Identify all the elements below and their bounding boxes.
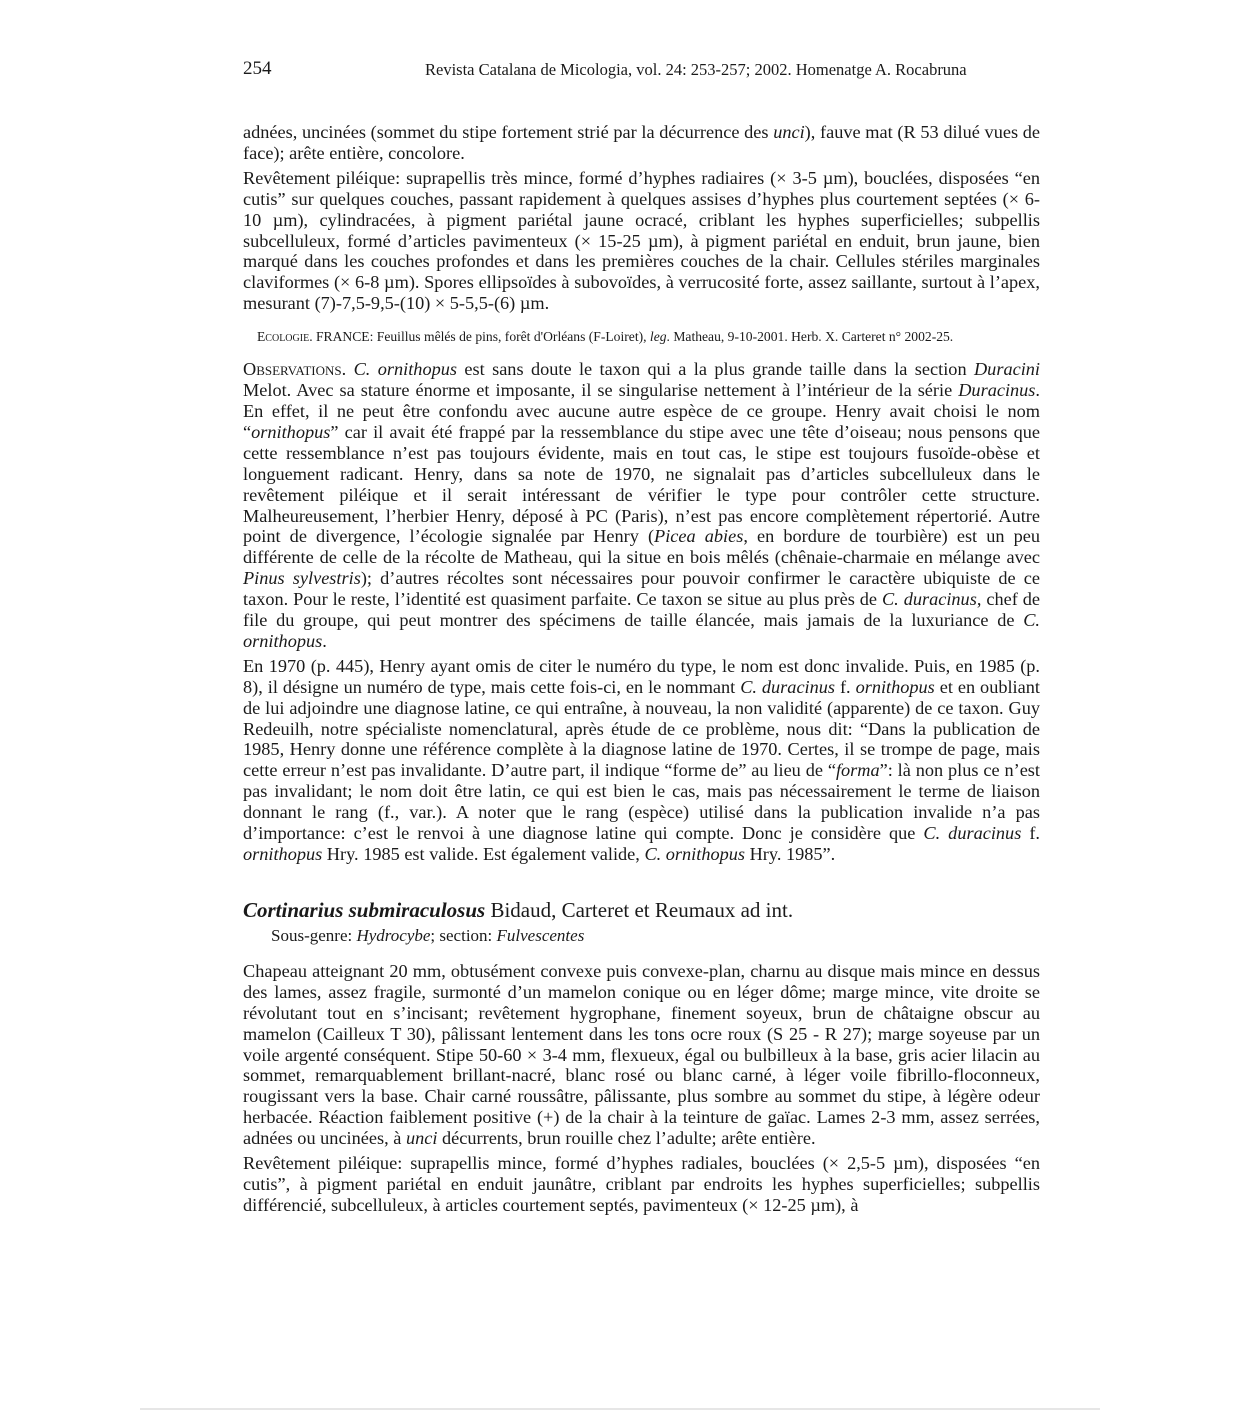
observations-label: Observations xyxy=(243,359,342,380)
species-heading xyxy=(243,897,1040,923)
species-name: Cortinarius submiraculosus xyxy=(243,897,486,922)
scan-edge-line xyxy=(140,1408,1100,1410)
description-paragraph: Chapeau atteignant 20 mm, obtusément convexe puis convexe-plan, charnu au disque mais mince en dessus des lames, assez fragile, surmonté d’un mamelon conique ou en léger dôme; marge mince, vite droite se révolutant tout en s’incisant; revêtement hygrophane, finement soyeux, brun de châtaigne obscur au mamelon (Cailleux T 30), pâlissant lentement dans les tons ocre roux (S 25 - R 27); marge soyeuse par un voile argenté conséquent. Stipe 50-60 × 3-4 mm, flexueux, égal ou bulbilleux à la base, gris acier lilacin au sommet, remarquablement brillant-nacré, blanc rosé ou blanc carné, à léger voile fibrillo-floconneux, rougissant vers la base. Chair carné roussâtre, pâlissante, plus sombre au sommet du stipe, à légère odeur herbacée. Réaction faiblement positive (+) de la chair à la teinture de gaïac. Lames 2-3 mm, assez serrées, adnées ou uncinées, à unci décurrents, brun rouille chez l’adulte; arête entière. xyxy=(243,960,1040,1149)
article-body xyxy=(243,122,1040,1216)
species-authors: Bidaud, Carteret et Reumaux ad int. xyxy=(485,897,794,922)
observations-paragraph: Observations. C. ornithopus est sans doute le taxon qui a la plus grande taille dans la section Duracini Melot. Avec sa stature énorme et imposante, il se singularise nettement à l’intérieur de la série Duracinus. En effet, il ne peut être confondu avec aucune autre espèce de ce groupe. Henry avait choisi le nom “ornithopus” car il avait été frappé par la ressemblance du stipe avec une tête d’oiseau; nous pensons que cette ressemblance n’est pas toujours évidente, mais en tout cas, le stipe est toujours fusoïde-obèse et longuement radicant. Henry, dans sa note de 1970, ne signalait pas d’articles subcelluleux dans le revêtement piléique et il serait intéressant de vérifier le type pour contrôler cette structure. Malheureusement, l’herbier Henry, déposé à PC (Paris), n’est pas encore complètement répertorié. Autre point de divergence, l’écologie signalée par Henry (Picea abies, en bordure de tourbière) est un peu différente de celle de la récolte de Matheau, qui la situe en bois mêlés (chênaie-charmaie en mélange avec Pinus sylvestris); d’autres récoltes sont nécessaires pour pouvoir confirmer le caractère ubiquiste de ce taxon. Pour le reste, l’identité est quasiment parfaite. Ce taxon se situe au plus près de C. duracinus, chef de file du groupe, qui peut montrer des spécimens de taille élancée, mais jamais de la luxuriance de C. ornithopus. xyxy=(243,359,1040,651)
ecology-note: Ecologie. FRANCE: Feuillus mêlés de pins, forêt d'Orléans (F-Loiret), leg. Matheau, 9-10-2001. Herb. X. Carteret n° 2002-25. xyxy=(257,329,954,345)
paragraph-gills: adnées, uncinées (sommet du stipe fortement strié par la décurrence des unci), fauve mat (R 53 dilué vues de face); arête entière, concolore. xyxy=(243,122,1041,163)
subgenus-line: Sous-genre: Hydrocybe; section: Fulvescentes xyxy=(271,925,585,945)
pileipellis-paragraph-2: Revêtement piléique: suprapellis mince, formé d’hyphes radiales, bouclées (× 2,5-5 µm), disposées “en cutis”, à pigment pariétal en enduit jaunâtre, criblant par endroits les hyphes superficielles; subpellis différencié, subcelluleux, à articles courtement septés, pavimenteux (× 12-25 µm), à xyxy=(243,1153,1040,1215)
paragraph-pileipellis: Revêtement piléique: suprapellis très mince, formé d’hyphes radiaires (× 3-5 µm), bouclées, disposées “en cutis” sur quelques couches, passant rapidement à quelques assises d’hyphes plus courtement septées (× 6-10 µm), cylindracées, à pigment pariétal jaune ocracé, criblant les hyphes superficielles; subpellis subcelluleux, formé d’articles pavimenteux (× 15-25 µm), à pigment pariétal en enduit, brun jaune, bien marqué dans les couches profondes et dans les premières couches de la chair. Cellules stériles marginales claviformes (× 6-8 µm). Spores ellipsoïdes à subovoïdes, à verrucosité forte, assez saillante, surtout à l’apex, mesurant (7)-7,5-9,5-(10) × 5-5,5-(6) µm. xyxy=(243,167,1040,314)
page-number: 254 xyxy=(243,58,272,79)
nomenclature-paragraph: En 1970 (p. 445), Henry ayant omis de citer le numéro du type, le nom est donc invalide. Puis, en 1985 (p. 8), il désigne un numéro de type, mais cette fois-ci, en le nommant C. duracinus f. ornithopus et en oubliant de lui adjoindre une diagnose latine, ce qui entraîne, à nouveau, la non validité (apparente) de ce taxon. Guy Redeuilh, notre spécialiste nomenclatural, après étude de ce problème, nous dit: “Dans la publication de 1985, Henry donne une référence complète à la diagnose latine de 1970. Certes, il se trompe de page, mais cette erreur n’est pas invalidante. D’autre part, il indique “forme de” au lieu de “forma”: là non plus ce n’est pas invalidant; le nom doit être latin, ce qui est bien le cas, mais pas nécessairement le terme de liaison donnant le rang (f., var.). A noter que le rang (espèce) utilisé dans la publication invalide n’a pas d’importance: c’est le renvoi à une diagnose latine qui compte. Donc je considère que C. duracinus f. ornithopus Hry. 1985 est valide. Est également valide, C. ornithopus Hry. 1985”. xyxy=(243,655,1040,864)
ecology-label: Ecologie xyxy=(257,329,310,345)
running-head: Revista Catalana de Micologia, vol. 24: 253-257; 2002. Homenatge A. Rocabruna xyxy=(425,60,967,79)
page-header xyxy=(243,58,1040,84)
